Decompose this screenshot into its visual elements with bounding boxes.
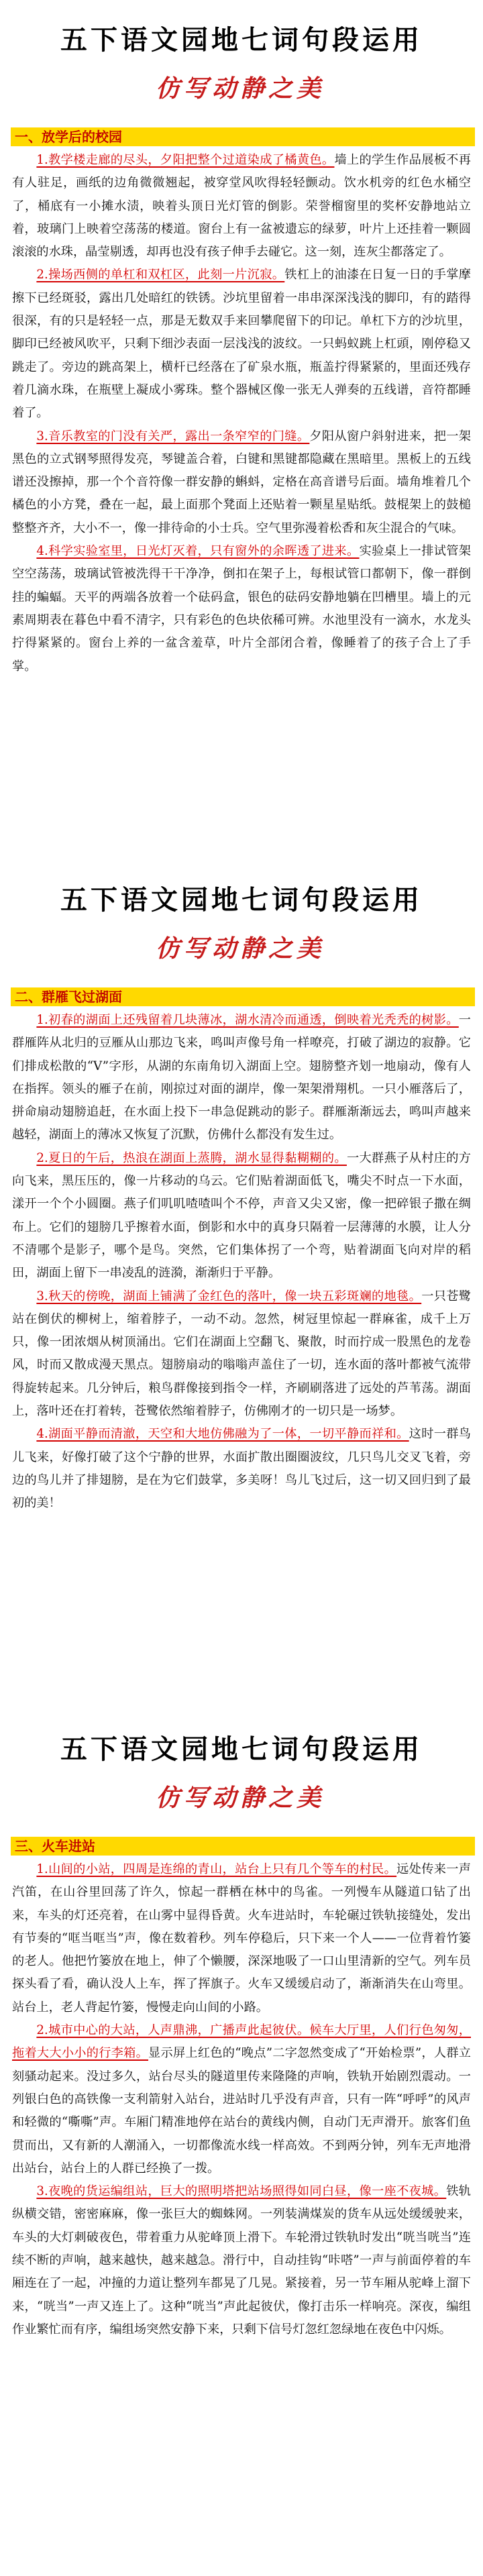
highlighted-sentence: 3.秋天的傍晚，湖面上铺满了金红色的落叶，像一块五彩斑斓的地毯。	[36, 1289, 422, 1303]
section-heading: 三、火车进站	[11, 1837, 475, 1856]
section-body	[12, 1858, 471, 2341]
paragraph	[12, 2180, 471, 2341]
paragraph	[12, 1147, 471, 1285]
paragraph	[12, 264, 471, 425]
highlighted-sentence: 1.初春的湖面上还残留着几块薄冰，湖水清冷而通透，倒映着光秃秃的树影。	[36, 1013, 459, 1027]
paragraph-text: 夕阳从窗户斜射进来，把一架黑色的立式钢琴照得发亮，琴键盖合着，白键和黑键都隐藏在黑暗里。黑板上的五线谱还没擦掉，那一个个音符像一群安静的蝌蚪，定格在高音谱号后面。墙角堆着几个橘色的小方凳，叠在一起，最上面那个凳面上还贴着一颗星星贴纸。鼓棍架上的鼓槌整整齐齐，大小不一，像一排待命的小士兵。空气里弥漫着松香和灰尘混合的气味。	[12, 429, 471, 535]
paragraph	[12, 2019, 471, 2180]
paragraph-text: 远处传来一声汽笛，在山谷里回荡了许久，惊起一群栖在林中的鸟雀。一列慢车从隧道口钻了出来，车头的灯还亮着，在山雾中显得昏黄。火车进站时，车轮碾过铁轨接缝处，发出有节奏的“哐当哐当”声，像在数着秒。列车停稳后，只下来一个人——一位背着竹篓的老人。他把竹篓放在地上，伸了个懒腰，深深地吸了一口山里清新的空气。列车员探头看了看，确认没人上车，挥了挥旗子。火车又缓缓启动了，渐渐消失在山弯里。站台上，老人背起竹篓，慢慢走向山间的小路。	[12, 1862, 471, 2015]
page-title: 五下语文园地七词句段运用	[60, 25, 423, 56]
paragraph	[12, 1285, 471, 1424]
page-subtitle: 仿写动静之美	[156, 74, 325, 103]
paragraph-text: 实验桌上一排试管架空空荡荡，玻璃试管被洗得干干净净，倒扣在架子上，每根试管口都朝下，像一群倒挂的蝙蝠。天平的两端各放着一个砝码盒，银色的砝码安静地躺在凹槽里。墙上的元素周期表在暮色中看不清字，只有彩色的色块依稀可辨。水池里没有一滴水，水龙头拧得紧紧的。窗台上养的一盆含羞草，叶片全部闭合着，像睡着了的孩子合上了手掌。	[12, 544, 471, 674]
paragraph	[12, 425, 471, 540]
page-subtitle: 仿写动静之美	[156, 1784, 325, 1812]
paragraph	[12, 540, 471, 678]
paragraph-text: 铁杠上的油漆在日复一日的手掌摩擦下已经斑驳，露出几处暗红的铁锈。沙坑里留着一串串深深浅浅的脚印，有的踏得很深，有的只是轻轻一点，那是无数双手来回攀爬留下的印记。单杠下方的沙坑里，脚印已经被风吹平，只剩下细沙表面一层浅浅的波纹。一只蚂蚁跳上杠頭，刚停稳又跳走了。旁边的跳高架上，横杆已经落在了矿泉水瓶，瓶盖拧得紧紧的，里面还残存着几滴水珠，在瓶壁上凝成小雾珠。整个器械区像一张无人弹奏的五线谱，音符都睡着了。	[12, 268, 471, 421]
paragraph	[12, 149, 471, 264]
highlighted-sentence: 3.夜晚的货运编组站，巨大的照明塔把站场照得如同白昼，像一座不夜城。	[36, 2184, 447, 2199]
highlighted-sentence: 4.湖面平静而清澈，天空和大地仿佛融为了一体，一切平静而祥和。	[36, 1427, 409, 1442]
page-title: 五下语文园地七词句段运用	[60, 885, 423, 916]
paragraph	[12, 1009, 471, 1147]
highlighted-sentence: 4.科学实验室里，日光灯灭着，只有窗外的余晖透了进来。	[36, 544, 360, 559]
highlighted-sentence: 1.山间的小站，四周是连绵的青山，站台上只有几个等车的村民。	[36, 1862, 397, 1876]
highlighted-sentence: 2.城市中心的大站，人声鼎沸，广播声此起彼伏。候车大厅里，人们行色匆匆，拖着大大小小的行李箱。	[12, 2023, 471, 2061]
section-body	[12, 149, 471, 678]
paragraph-text: 铁轨纵横交错，密密麻麻，像一张巨大的蜘蛛网。一列装满煤炭的货车从远处缓缓驶来，车头的大灯刺破夜色，带着重力从驼峰顶上滑下。车轮滑过铁轨时发出“咣当咣当”连续不断的声响，越来越快，越来越急。滑行中，自动挂钩“咔嗒”一声与前面停着的车厢连在了一起，冲撞的力道让整列车都晃了几晃。紧接着，另一节车厢从驼峰上溜下来，“咣当”一声又连上了。这种“咣当”声此起彼伏，像打击乐一样响亮。深夜，编组作业繁忙而有序，编组场突然安静下来，只剩下信号灯忽红忽绿地在夜色中闪烁。	[12, 2184, 471, 2337]
page-subtitle: 仿写动静之美	[156, 934, 325, 963]
paragraph	[12, 1423, 471, 1515]
paragraph	[12, 1858, 471, 2019]
highlighted-sentence: 2.操场西侧的单杠和双杠区，此刻一片沉寂。	[36, 268, 285, 282]
paragraph-text: 显示屏上红色的“晚点”二字忽然变成了“开始检票”，人群立刻骚动起来。没过多久，站台尽头的隧道里传来隆隆的声响，铁轨开始剧烈震动。一列银白色的高铁像一支利箭射入站台，进站时几乎没有声音，只有一阵“呼呼”的风声和轻微的“嘶嘶”声。车厢门精准地停在站台的黄线内侧，自动门无声滑开。旅客们鱼贯而出，又有新的人潮涌入，一切都像流水线一样高效。不到两分钟，列车无声地滑出站台，站台上的人群已经换了一拨。	[12, 2046, 471, 2176]
paragraph-text: 一大群燕子从村庄的方向飞来，黑压压的，像一片移动的乌云。它们贴着湖面低飞，嘴尖不时点一下水面，漾开一个个小圆圈。燕子们叽叽喳喳叫个不停，声音又尖又密，像一把碎银子撒在绸布上。它们的翅膀几乎擦着水面，倒影和水中的真身只隔着一层薄薄的水膜，让人分不清哪个是影子，哪个是鸟。突然，它们集体拐了一个弯，贴着湖面飞向对岸的稻田，湖面上留下一串凌乱的涟漪，渐渐归于平静。	[12, 1150, 471, 1281]
page-title: 五下语文园地七词句段运用	[60, 1734, 423, 1765]
section-heading: 二、群雁飞过湖面	[11, 987, 475, 1006]
section-heading: 一、放学后的校园	[11, 127, 475, 146]
paragraph-text: 墙上的学生作品展板不再有人驻足，画纸的边角微微翘起，被穿堂风吹得轻轻颤动。饮水机旁的红色水桶空了，桶底有一小摊水渍，映着头顶日光灯管的倒影。荣誉榴窗里的奖杯安静地站立着，玻璃门上映着空荡荡的楼道。窗台上有一盆被遗忘的绿萝，叶片上还挂着一颗圆滚滚的水珠，晶莹剔透，却再也没有孩子伸手去碰它。这一刻，连灰尘都落定了。	[12, 153, 471, 260]
highlighted-sentence: 2.夏日的午后，热浪在湖面上蒸腾，湖水显得黏糊糊的。	[36, 1150, 347, 1165]
highlighted-sentence: 1.教学楼走廊的尽头，夕阳把整个过道染成了橘黄色。	[36, 153, 335, 167]
section-body	[12, 1009, 471, 1515]
paragraph-text: 一只苍鹭站在倒伏的柳树上，缩着脖子，一动不动。忽然，树冠里惊起一群麻雀，成千上万只，像一团浓烟从树顶涌出。它们在湖面上空翻飞、聚散，时而拧成一股黑色的龙卷风，时而又散成漫天黑点。翅膀扇动的嗡嗡声盖住了一切，连水面的落叶都被气流带得旋转起来。几分钟后，粮鸟群像接到指令一样，齐刷刷落进了远处的芦苇荡。湖面上，落叶还在打着转，苍鹭依然缩着脖子，仿佛刚才的一切只是一场梦。	[12, 1289, 471, 1419]
paragraph-text: 一群雁阵从北归的豆雁从山那边飞来，鸣叫声像号角一样嘹亮，打破了湖边的寂静。它们排成松散的“V”字形，从湖的东南角切入湖面上空。翅膀整齐划一地扇动，像有人在指挥。领头的雁子在前，刚掠过对面的湖岸，像一架架滑翔机。一只小雁落后了，拼命扇动翅膀追赶，在水面上投下一串急促跳动的影子。群雁渐渐远去，鸣叫声越来越轻，湖面上的薄冰又恢复了沉默，仿佛什么都没有发生过。	[12, 1013, 471, 1142]
highlighted-sentence: 3.音乐教室的门没有关严，露出一条窄窄的门缝。	[36, 429, 310, 443]
paragraph-text: 这时一群鸟儿飞来，好像打破了这个宁静的世界，水面扩散出圈圈波纹，几只鸟儿交叉飞着，旁边的鸟儿并了排翅膀，是在为它们鼓掌，多美呀！鸟儿飞过后，这一切又回归到了最初的美！	[12, 1427, 471, 1511]
